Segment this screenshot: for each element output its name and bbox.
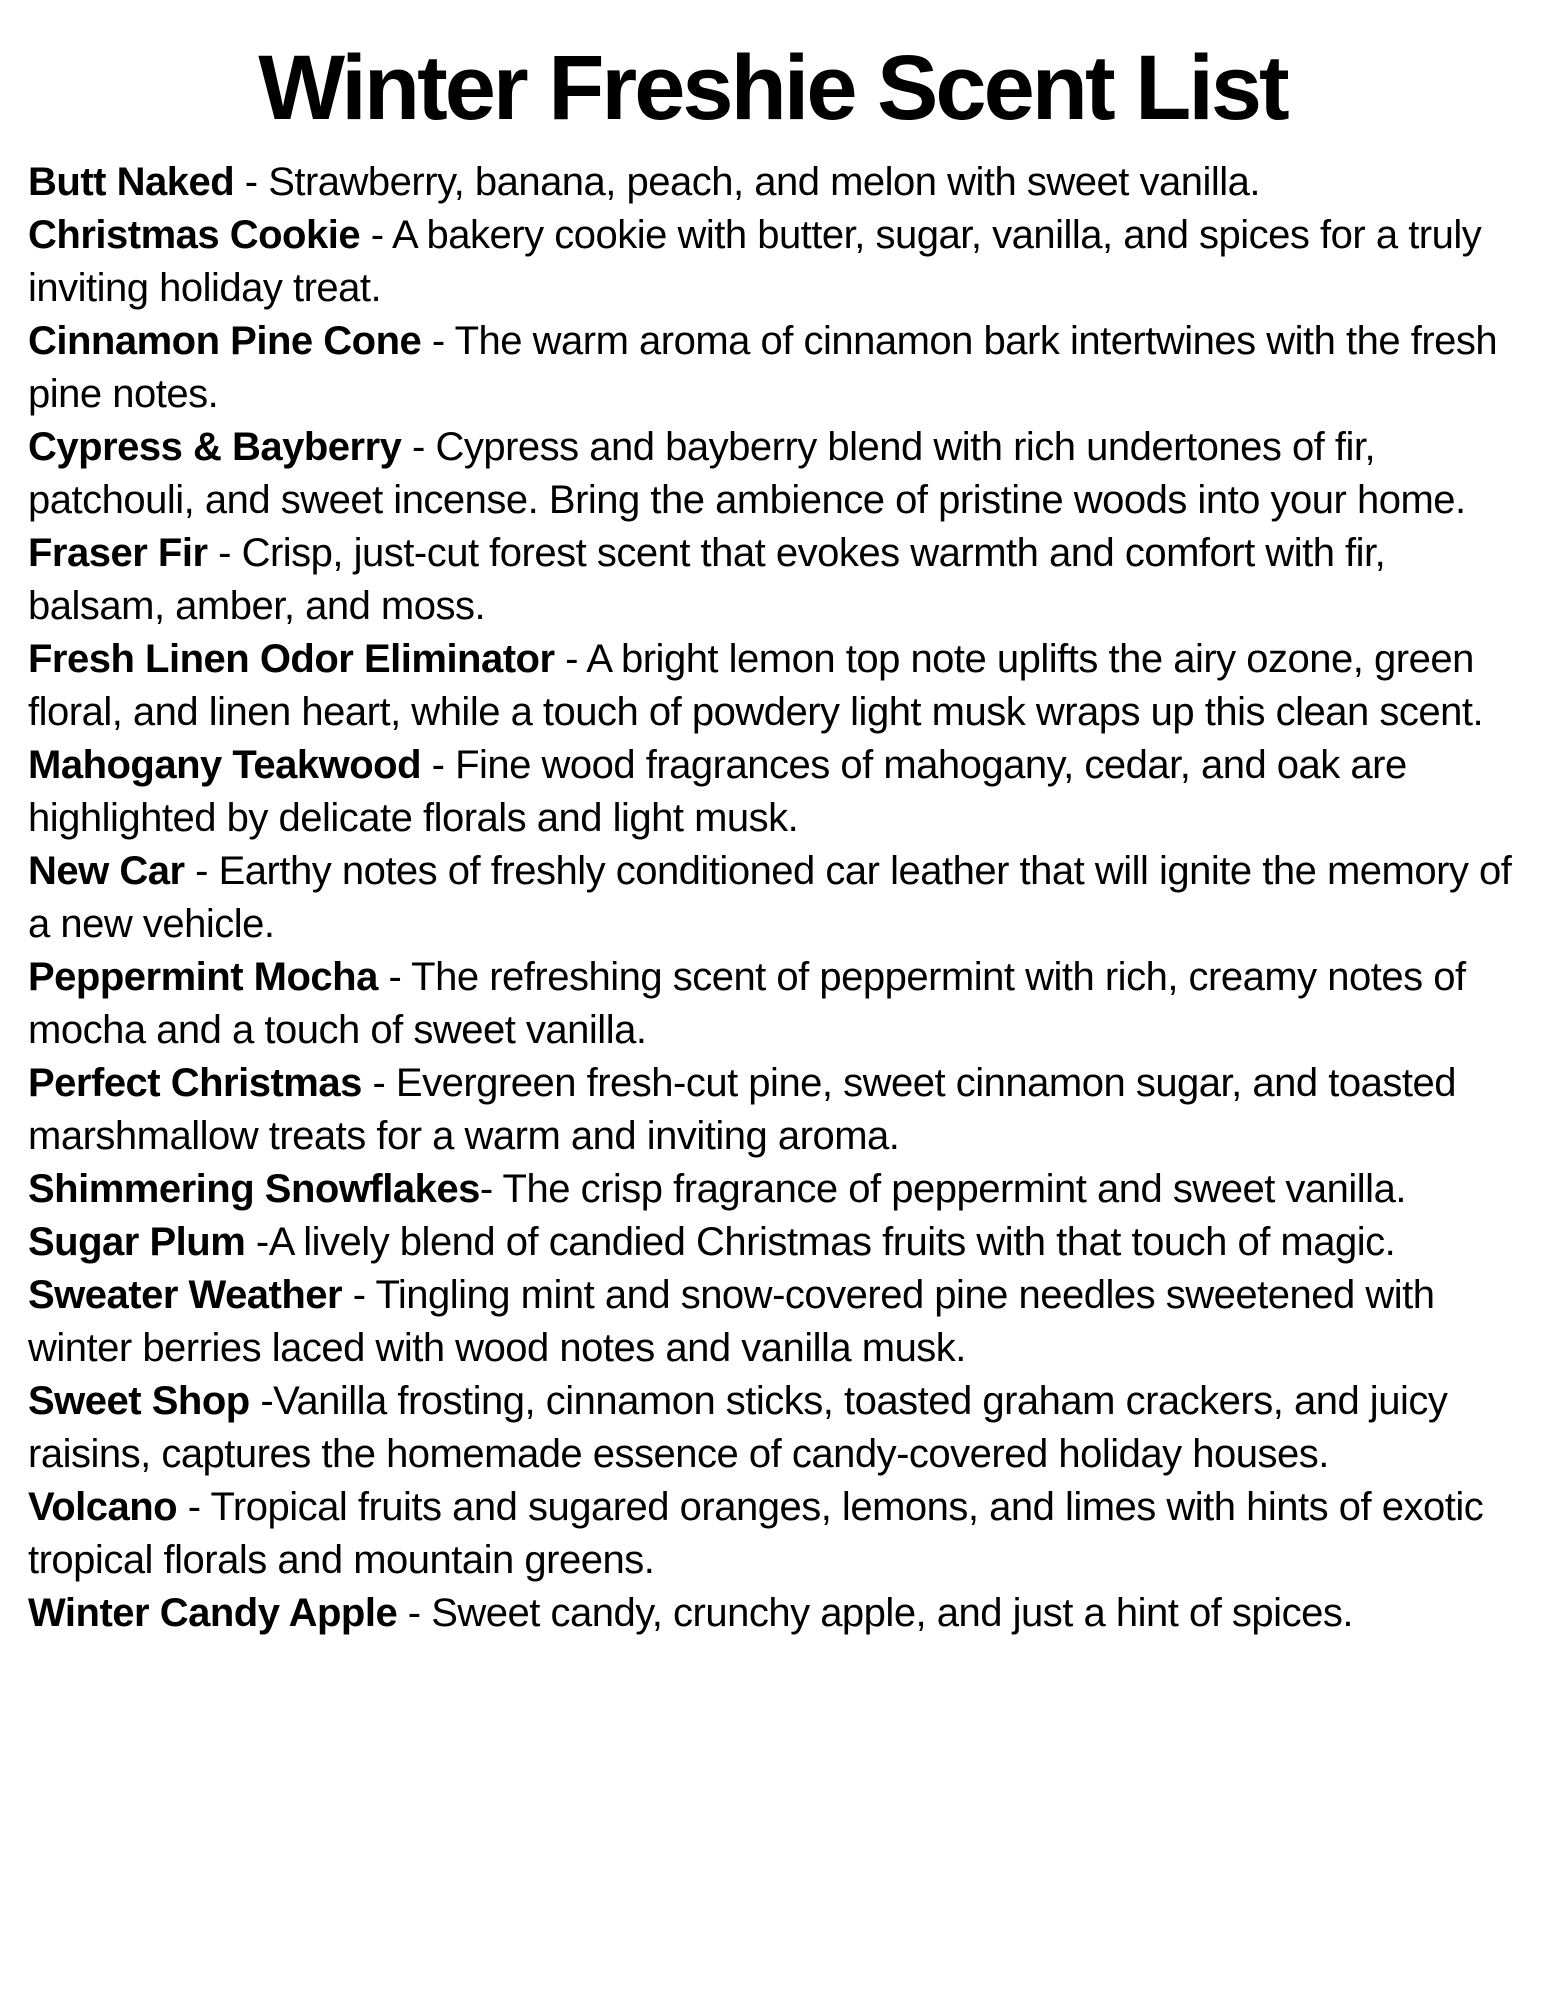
scent-entry [28, 315, 1517, 421]
page-title: Winter Freshie Scent List [258, 37, 1287, 139]
scent-name: Peppermint Mocha [28, 954, 378, 999]
scent-name: Butt Naked [28, 159, 235, 204]
scent-description: - Strawberry, banana, peach, and melon with sweet vanilla. [234, 159, 1261, 204]
scent-entry [28, 527, 1517, 633]
scent-description: - Sweet candy, crunchy apple, and just a hint of spices. [397, 1590, 1353, 1635]
scent-description: - Cypress and bayberry blend with rich undertones of fir, patchouli, and sweet incense. Bring the ambience of pristine woods into your home. [28, 424, 1466, 522]
scent-description: - Evergreen fresh-cut pine, sweet cinnamon sugar, and toasted marshmallow treats for a warm and inviting aroma. [28, 1060, 1456, 1158]
scent-entry [28, 739, 1517, 845]
scent-description: -Vanilla frosting, cinnamon sticks, toasted graham crackers, and juicy raisins, captures the homemade essence of candy-covered holiday houses. [28, 1378, 1448, 1476]
scent-entry [28, 209, 1517, 315]
scent-entry [28, 951, 1517, 1057]
scent-name: Fresh Linen Odor Eliminator [28, 636, 555, 681]
scent-name: Fraser Fir [28, 530, 208, 575]
scent-name: Mahogany Teakwood [28, 742, 422, 787]
scent-entry [28, 421, 1517, 527]
scent-entry [28, 1587, 1517, 1640]
scent-description: - Earthy notes of freshly conditioned car leather that will ignite the memory of a new vehicle. [28, 848, 1512, 946]
scent-entry [28, 1269, 1517, 1375]
scent-description: - Tropical fruits and sugared oranges, lemons, and limes with hints of exotic tropical florals and mountain greens. [28, 1484, 1484, 1582]
scent-name: Christmas Cookie [28, 212, 361, 257]
scent-entry [28, 633, 1517, 739]
scent-entry [28, 156, 1517, 209]
scent-name: Sugar Plum [28, 1219, 246, 1264]
scent-description: - The warm aroma of cinnamon bark intertwines with the fresh pine notes. [28, 318, 1498, 416]
scent-name: Sweater Weather [28, 1272, 343, 1317]
scent-entry [28, 1163, 1517, 1216]
scent-name: Sweet Shop [28, 1378, 250, 1423]
scent-entry [28, 1375, 1517, 1481]
scent-name: Perfect Christmas [28, 1060, 362, 1105]
scent-description: -A lively blend of candied Christmas fruits with that touch of magic. [245, 1219, 1396, 1264]
scent-name: Shimmering Snowflakes [28, 1166, 480, 1211]
scent-entry [28, 1057, 1517, 1163]
scent-description: - A bright lemon top note uplifts the airy ozone, green floral, and linen heart, while a touch of powdery light musk wraps up this clean scent. [28, 636, 1484, 734]
scent-name: Volcano [28, 1484, 178, 1529]
scent-entry [28, 845, 1517, 951]
scent-entry [28, 1481, 1517, 1587]
scent-description: - Crisp, just-cut forest scent that evokes warmth and comfort with fir, balsam, amber, and moss. [28, 530, 1386, 628]
scent-name: Cinnamon Pine Cone [28, 318, 422, 363]
scent-name: Cypress & Bayberry [28, 424, 402, 469]
scent-description: - The crisp fragrance of peppermint and sweet vanilla. [479, 1166, 1406, 1211]
scent-description: - Tingling mint and snow-covered pine needles sweetened with winter berries laced with wood notes and vanilla musk. [28, 1272, 1435, 1370]
scent-description: - The refreshing scent of peppermint with rich, creamy notes of mocha and a touch of sweet vanilla. [28, 954, 1466, 1052]
scent-name: Winter Candy Apple [28, 1590, 398, 1635]
scent-description: - A bakery cookie with butter, sugar, vanilla, and spices for a truly inviting holiday treat. [28, 212, 1482, 310]
scent-entries [28, 156, 1517, 1640]
scent-name: New Car [28, 848, 185, 893]
scent-description: - Fine wood fragrances of mahogany, cedar, and oak are highlighted by delicate florals and light musk. [28, 742, 1407, 840]
scent-entry [28, 1216, 1517, 1269]
